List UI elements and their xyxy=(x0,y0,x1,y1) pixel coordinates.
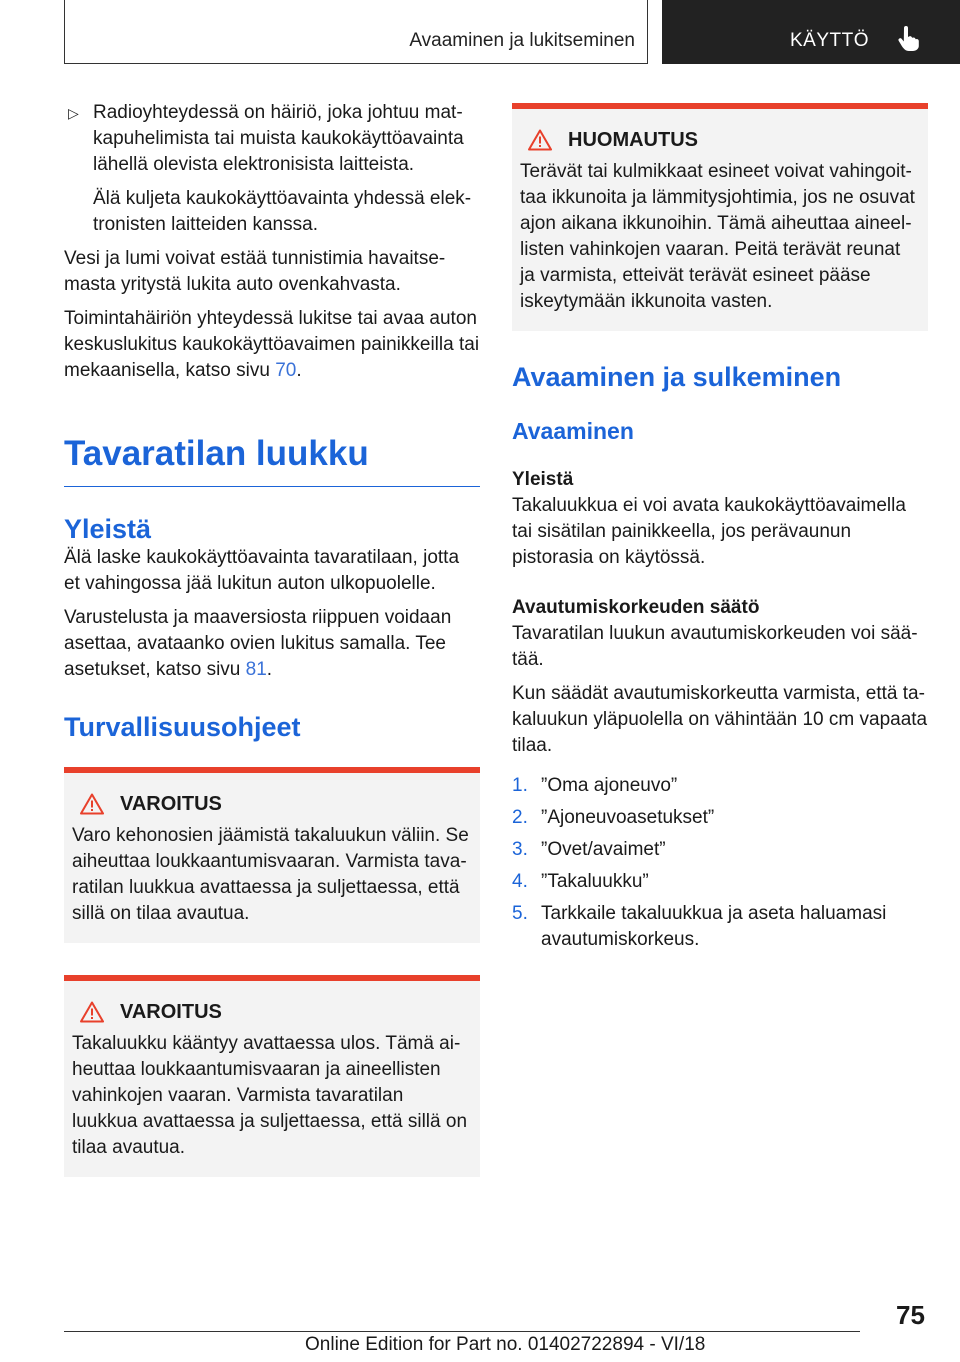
step-text: ”Takaluukku” xyxy=(541,871,649,892)
paragraph-text: Varustelusta ja maaversiosta riippuen voidaan asettaa, avataanko ovien lukitus samalla. Tee asetukset, katso sivu xyxy=(64,607,452,680)
paragraph: Kun säädät avautumiskorkeutta varmista, että takaluukun yläpuolella on vähintään 10 cm vapaata tilaa. xyxy=(512,683,928,756)
warning-title-text: VAROITUS xyxy=(120,793,222,815)
paragraph-text: Toimintahäiriön yhteydessä lukitse tai avaa auton keskuslukitus kaukokäyttöavaimen painikkeilla tai mekaanisella, katso sivu xyxy=(64,308,480,381)
list-item xyxy=(512,837,928,863)
steps-list xyxy=(512,773,928,953)
warning-title xyxy=(80,791,472,817)
warning-text: Varo kehonosien jäämistä takaluukun väliin. Se aiheuttaa loukkaantumisvaaran. Varmista tavaratilan luukkua avattaessa ja suljettaessa, että sillä on tilaa avautua. xyxy=(72,825,469,924)
warning-triangle-icon xyxy=(80,793,104,815)
page-link-81[interactable]: 81 xyxy=(245,659,267,680)
pointing-hand-icon xyxy=(898,26,920,52)
warning-box xyxy=(64,767,480,943)
sub-subheading: Yleistä xyxy=(512,469,574,490)
paragraph: Takaluukkua ei voi avata kaukokäyttöavaimella tai sisätilan painikkeella, jos perävaunun pistorasia on käytössä. xyxy=(512,495,906,568)
paragraph: Vesi ja lumi voivat estää tunnistimia havaitsemasta yritystä lukita auto ovenkahvasta. xyxy=(64,248,446,295)
subsection-heading: Avaaminen xyxy=(512,418,634,444)
paragraph xyxy=(64,306,480,384)
notice-box xyxy=(512,103,928,331)
footer-edition: Online Edition for Part no. 01402722894 - VI/18 xyxy=(305,1334,706,1355)
notice-title xyxy=(528,127,920,153)
step-number: 4. xyxy=(512,871,528,892)
list-item xyxy=(512,869,928,895)
step-text: ”Ovet/avaimet” xyxy=(541,839,666,860)
paragraph: Älä laske kaukokäyttöavainta tavaratilaan, jotta et vahingossa jää lukitun auton ulkopuolelle. xyxy=(64,547,460,594)
list-item xyxy=(512,773,928,799)
step-number: 3. xyxy=(512,839,528,860)
bullet-text: Radioyhteydessä on häiriö, joka johtuu matkapuhelimista tai muista kaukokäyttöavainta lähellä olevista elektronisista laitteista. xyxy=(93,102,464,175)
footer-divider xyxy=(64,1331,860,1332)
notice-triangle-icon xyxy=(528,129,552,151)
paragraph xyxy=(64,605,480,683)
step-number: 2. xyxy=(512,807,528,828)
step-text: Tarkkaile takaluukkua ja aseta haluamasi avautumiskorkeus. xyxy=(541,903,887,950)
list-item xyxy=(512,901,928,953)
warning-title xyxy=(80,999,472,1025)
section-heading: Tavaratilan luukku xyxy=(64,434,480,487)
list-item xyxy=(512,805,928,831)
left-column xyxy=(64,100,480,1177)
paragraph-end: . xyxy=(266,659,273,680)
triangle-bullet-icon: ▷ xyxy=(68,105,79,121)
notice-title-text: HUOMAUTUS xyxy=(568,129,698,151)
right-column xyxy=(512,103,928,959)
header-chapter-label: KÄYTTÖ xyxy=(790,30,870,51)
subsection-heading: Yleistä xyxy=(64,514,152,544)
step-number: 5. xyxy=(512,903,528,924)
warning-triangle-icon xyxy=(80,1001,104,1023)
page-number: 75 xyxy=(896,1300,925,1330)
step-text: ”Oma ajoneuvo” xyxy=(541,775,678,796)
section-heading: Avaaminen ja sulkeminen xyxy=(512,362,842,392)
page-link-70[interactable]: 70 xyxy=(275,360,297,381)
paragraph: Tavaratilan luukun avautumiskorkeuden voi säätää. xyxy=(512,623,918,670)
subsection-heading: Turvallisuusohjeet xyxy=(64,712,301,742)
warning-text: Takaluukku kääntyy avattaessa ulos. Tämä aiheuttaa loukkaantumisvaaran ja aineellisten vahinkojen vaaran. Varmista tavaratilan luukkua avattaessa ja suljettaessa, että sillä on tilaa avautua. xyxy=(72,1033,468,1158)
step-number: 1. xyxy=(512,775,528,796)
bullet-note: Älä kuljeta kaukokäyttöavainta yhdessä elektronisten laitteiden kanssa. xyxy=(93,188,472,235)
header-section-box xyxy=(64,0,648,64)
warning-title-text: VAROITUS xyxy=(120,1001,222,1023)
header-section-title: Avaaminen ja lukitseminen xyxy=(409,30,635,51)
bullet-item xyxy=(64,100,480,178)
header-chapter-tab xyxy=(662,0,960,64)
warning-box xyxy=(64,975,480,1177)
step-text: ”Ajoneuvoasetukset” xyxy=(541,807,715,828)
notice-text: Terävät tai kulmikkaat esineet voivat vahingoittaa ikkunoita ja lämmitysjohtimia, jos ne osuvat ajon aikana ikkunoihin. Tämä aiheuttaa aineellisten vahinkojen vaaran. Peitä terävät reunat ja varmista, etteivät terävät esineet pääse iskeytymään ikkunoita vasten. xyxy=(520,161,915,312)
paragraph-end: . xyxy=(296,360,302,381)
sub-subheading: Avautumiskorkeuden säätö xyxy=(512,597,760,618)
